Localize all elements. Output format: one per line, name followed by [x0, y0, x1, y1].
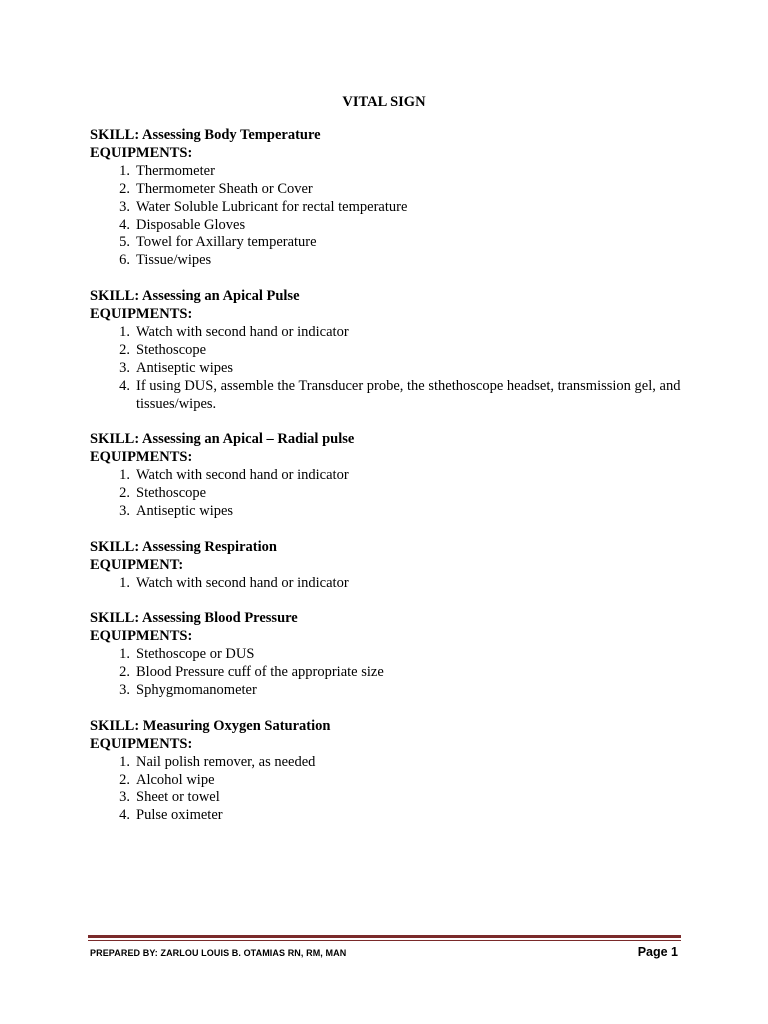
skill-heading: SKILL: Assessing an Apical Pulse [90, 288, 300, 305]
list-item [90, 252, 690, 270]
item-number: 1. [119, 646, 130, 663]
skill-heading: SKILL: Assessing Body Temperature [90, 127, 321, 143]
item-number: 2. [119, 341, 130, 358]
item-number: 3. [119, 359, 130, 376]
list-item [90, 234, 690, 252]
section-body-temperature [90, 127, 690, 270]
footer-rule-thick [88, 935, 681, 938]
item-number: 1. [119, 574, 130, 591]
item-number: 2. [119, 664, 130, 681]
equipment-list [90, 163, 690, 270]
item-text: Sphygmomanometer [136, 682, 257, 699]
equipment-list [90, 754, 690, 826]
skill-heading: SKILL: Assessing an Apical – Radial pulse [90, 431, 355, 448]
item-number: 1. [119, 467, 130, 484]
list-item [90, 503, 690, 521]
document-title: VITAL SIGN [342, 94, 426, 110]
section-respiration [90, 539, 690, 593]
section-oxygen-saturation [90, 718, 690, 825]
list-item [90, 181, 690, 199]
skill-heading: SKILL: Assessing Respiration [90, 538, 277, 555]
item-text: Stethoscope [136, 341, 207, 358]
list-item [90, 682, 690, 700]
footer-rule-thin [88, 940, 681, 941]
equipment-label: EQUIPMENTS: [90, 735, 193, 752]
item-number: 3. [119, 503, 130, 519]
item-text: Blood Pressure cuff of the appropriate size [136, 664, 384, 681]
item-text: Watch with second hand or indicator [136, 574, 349, 591]
skill-heading: SKILL: Assessing Blood Pressure [90, 610, 298, 627]
section-apical-pulse [90, 288, 690, 413]
list-item [90, 217, 690, 235]
list-item [90, 360, 690, 378]
item-text: Disposable Gloves [136, 216, 246, 233]
item-number: 1. [119, 753, 130, 770]
list-item [90, 342, 690, 360]
item-text: Nail polish remover, as needed [136, 753, 316, 770]
list-item [90, 664, 690, 682]
list-item [90, 467, 690, 485]
item-number: 1. [119, 162, 130, 179]
list-item [90, 772, 690, 790]
equipment-label: EQUIPMENTS: [90, 306, 193, 323]
item-number: 1. [119, 323, 130, 340]
item-number: 5. [119, 234, 130, 251]
item-text: Sheet or towel [136, 789, 220, 806]
item-text: If using DUS, assemble the Transducer probe, the sthethoscope headset, transmission gel, and tissues/wipes. [136, 377, 681, 412]
item-text: Water Soluble Lubricant for rectal temperature [136, 198, 408, 215]
equipment-label: EQUIPMENT: [90, 556, 184, 573]
footer-prepared-by: PREPARED BY: ZARLOU LOUIS B. OTAMIAS RN, RM, MAN [90, 948, 347, 958]
item-text: Towel for Axillary temperature [136, 234, 317, 251]
item-number: 3. [119, 789, 130, 806]
section-apical-radial-pulse [90, 431, 690, 521]
footer-page-number: Page 1 [637, 945, 678, 959]
item-number: 4. [119, 807, 130, 824]
list-item [90, 324, 690, 342]
item-number: 2. [119, 771, 130, 788]
item-text: Watch with second hand or indicator [136, 323, 349, 340]
item-text: Thermometer [136, 162, 215, 179]
equipment-list [90, 324, 690, 414]
item-text: Thermometer Sheath or Cover [136, 180, 313, 197]
list-item [90, 789, 690, 807]
item-text: Watch with second hand or indicator [136, 467, 349, 484]
section-blood-pressure [90, 610, 690, 700]
item-text: Antiseptic wipes [136, 503, 234, 519]
item-number: 4. [119, 377, 130, 394]
list-item [90, 163, 690, 181]
item-text: Antiseptic wipes [136, 359, 234, 376]
skill-heading: SKILL: Measuring Oxygen Saturation [90, 717, 331, 734]
item-number: 2. [119, 485, 130, 502]
document-body [90, 127, 690, 843]
item-number: 6. [119, 252, 130, 269]
item-text: Tissue/wipes [136, 252, 212, 269]
list-item [90, 378, 690, 414]
list-item [90, 646, 690, 664]
item-number: 3. [119, 198, 130, 215]
item-text: Pulse oximeter [136, 807, 223, 824]
equipment-label: EQUIPMENTS: [90, 449, 193, 466]
item-text: Alcohol wipe [136, 771, 215, 788]
list-item [90, 199, 690, 217]
list-item [90, 754, 690, 772]
equipment-list [90, 467, 690, 521]
item-text: Stethoscope or DUS [136, 646, 255, 663]
item-number: 2. [119, 180, 130, 197]
item-number: 4. [119, 216, 130, 233]
list-item [90, 807, 690, 825]
list-item [90, 575, 690, 593]
item-number: 3. [119, 682, 130, 699]
equipment-label: EQUIPMENTS: [90, 144, 193, 161]
equipment-list [90, 575, 690, 593]
list-item [90, 485, 690, 503]
equipment-list [90, 646, 690, 700]
equipment-label: EQUIPMENTS: [90, 628, 193, 645]
item-text: Stethoscope [136, 485, 207, 502]
